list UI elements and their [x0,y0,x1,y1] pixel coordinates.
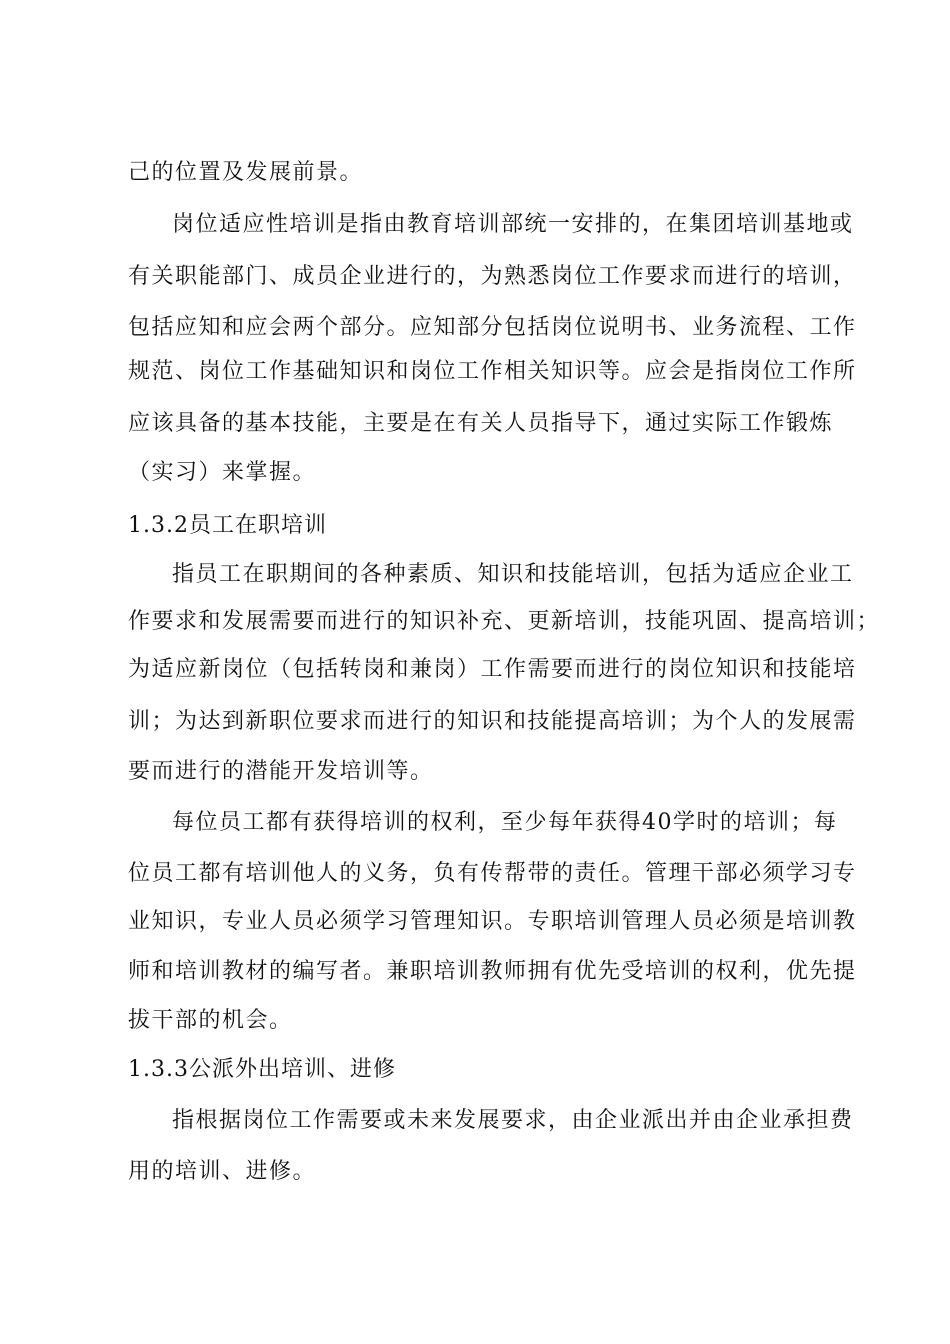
paragraph-line: 指员工在职期间的各种素质、知识和技能培训，包括为适应企业工 [172,562,854,587]
section-heading: 1.3.2员工在职培训 [128,513,327,538]
paragraph-line: 规范、岗位工作基础知识和岗位工作相关知识等。应会是指岗位工作所 [128,359,857,384]
paragraph-line: 指根据岗位工作需要或未来发展要求，由企业派出并由企业承担费 [172,1108,854,1133]
paragraph-line: 为适应新岗位（包括转岗和兼岗）工作需要而进行的岗位知识和技能培 [128,657,857,682]
paragraph-line: 岗位适应性培训是指由教育培训部统一安排的，在集团培训基地或 [172,212,854,237]
paragraph-line: （实习）来掌握。 [128,460,317,485]
paragraph-line: 业知识，专业人员必须学习管理知识。专职培训管理人员必须是培训教 [128,909,857,934]
paragraph-line: 有关职能部门、成员企业进行的，为熟悉岗位工作要求而进行的培训， [128,264,857,289]
paragraph-line: 应该具备的基本技能，主要是在有关人员指导下，通过实际工作锻炼 [128,411,834,436]
paragraph-line: 位员工都有培训他人的义务，负有传帮带的责任。管理干部必须学习专 [128,861,857,886]
paragraph-line: 师和培训教材的编写者。兼职培训教师拥有优先受培训的权利，优先提 [128,959,857,984]
paragraph-line: 每位员工都有获得培训的权利，至少每年获得40学时的培训；每 [172,810,838,835]
paragraph-line: 要而进行的潜能开发培训等。 [128,759,434,784]
section-heading: 1.3.3公派外出培训、进修 [128,1057,396,1082]
paragraph-line: 拔干部的机会。 [128,1008,293,1033]
paragraph-line: 作要求和发展需要而进行的知识补充、更新培训，技能巩固、提高培训； [128,609,881,634]
paragraph-line: 用的培训、进修。 [128,1159,317,1184]
paragraph-line: 包括应知和应会两个部分。应知部分包括岗位说明书、业务流程、工作 [128,315,857,340]
paragraph-line: 己的位置及发展前景。 [128,160,364,185]
paragraph-line: 训；为达到新职位要求而进行的知识和技能提高培训；为个人的发展需 [128,709,857,734]
